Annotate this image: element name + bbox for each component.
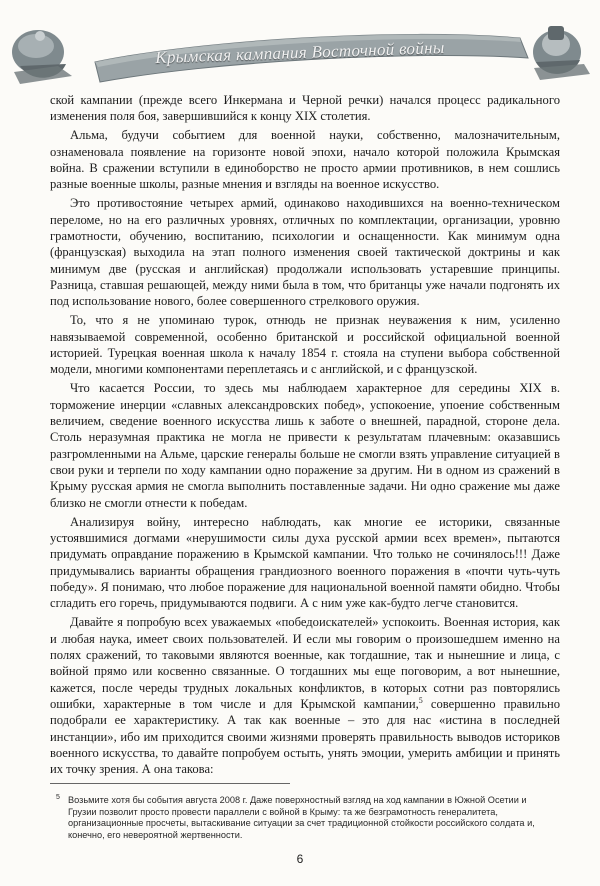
paragraph-text-tail: совершенно правильно подобрали ее характеристику. А так как военные – это для нас «истина в последней инстанции», ибо им приходится своими жизнями проверять правильность выводов историков военного искусства, то давайте попробуем остыть, унять эмоции, умерить амбиции и принять их точку зрения. А она такова:	[50, 696, 560, 777]
page-number: 6	[296, 852, 304, 866]
body-text	[50, 92, 560, 780]
footnote-reference[interactable]: 5	[418, 695, 423, 705]
paragraph-text: Давайте я попробую всех уважаемых «победоискателей» успокоить. Военная история, как и любая наука, имеет своих пользователей. И если мы говорим о произошедшем именно на полях сражений, то таковыми являются военные, как тогдашние, так и нынешние и лица, с войной прямо или косвенно связанные. О тогдашних мы еще поговорим, а вот нынешние, кажется, после череды трудных локальных конфликтов, в которых сотни раз повторялись ошибки, характерные в том числе и для Крымской кампании,	[50, 615, 560, 711]
paragraph-with-footnote	[50, 614, 560, 777]
chapter-title: Крымская кампания Восточной войны	[155, 37, 445, 68]
left-helmet-ornament-icon	[12, 30, 72, 84]
paragraph: То, что я не упоминаю турок, отнюдь не признак неуважения к ним, усиленно навязываемой современной, особенно британской и российской официальной военной историей. Турецкая военная школа к началу 1854 г. стояла на ступени выбора собственной модели, многими компонентами переплетаясь и с английской, и с французской.	[50, 313, 560, 377]
right-helmet-ornament-icon	[533, 26, 590, 80]
paragraph: Анализируя войну, интересно наблюдать, как многие ее историки, связанные устоявшимися догмами «нерушимости силы духа русской армии всех времен», пытаются придумать оправдание поражению в Крымской кампании. Что только не сочинялось!!! Даже придумывались варианты обращения грандиозного военного поражения в «почти чуть-чуть победу». Я понимаю, что любое поражение для национальной военной памяти обидно. Чтобы сгладить его горечь, придумываются подвиги. А с ним уже как-будто легче становится.	[50, 514, 560, 611]
paragraph-continuation: ской кампании (прежде всего Инкермана и Черной речки) начался процесс радикального изменения поля боя, завершившийся к концу XIX столетия.	[50, 93, 560, 124]
paragraph: Альма, будучи событием для военной науки, собственно, малозначительным, ознаменовала появление на горизонте новой эпохи, начало которой положила Крымская война. В сражении вступили в единоборство не просто армии противников, в нем сошлись разные военные школы, разные мнения и взгляды на военное искусство.	[50, 128, 560, 192]
paragraph: Это противостояние четырех армий, одинаково находившихся на военно-техническом переломе, но на его различных уровнях, отличных по комплектации, организации, уровню грамотности, обучению, воспитанию, психологии и оснащенности. Как минимум одна (французская) выходила на этап полного изменения своей тактической доктрины и как минимум две (русская и английская) продолжали использовать устаревшие принципы. Разница, ставшая решающей, между ними была в том, что британцы уже начали подгонять их под использование нового, более совершенного стрелкового оружия.	[50, 196, 560, 309]
footnote-text: Возьмите хотя бы события августа 2008 г. Даже поверхностный взгляд на ход кампании в Южной Осетии и Грузии позволит просто провести параллели с войной в Крыму: та же безграмотность генералитета, организационные просчеты, вытаскивание ситуации за счет традиционной стойкости российского солдата и, конечно, его невероятной жертвенности.	[68, 795, 535, 840]
footnote-mark: 5	[56, 794, 60, 801]
footnote	[50, 795, 555, 841]
footnote-divider	[50, 783, 290, 784]
chapter-banner	[0, 0, 600, 100]
paragraph: Что касается России, то здесь мы наблюдаем характерное для середины XIX в. торможение инерции «славных александровских побед», успокоение, упоение собственным величием, сведение военного искусства лишь к заботе о внешней, парадной, стороне дела. Столь неразумная практика не могла не привести к результатам плачевным: оказавшись разгромленными на Альме, царские генералы больше не смогли взять управление ситуацией в свои руки и терпели по ходу кампании одно поражение за другим. Ни в одном из сражений в Крыму русская армия не смогла выполнить поставленные задачи. Ни одно сражение мы даже близко не смогли отнести к победам.	[50, 381, 560, 510]
